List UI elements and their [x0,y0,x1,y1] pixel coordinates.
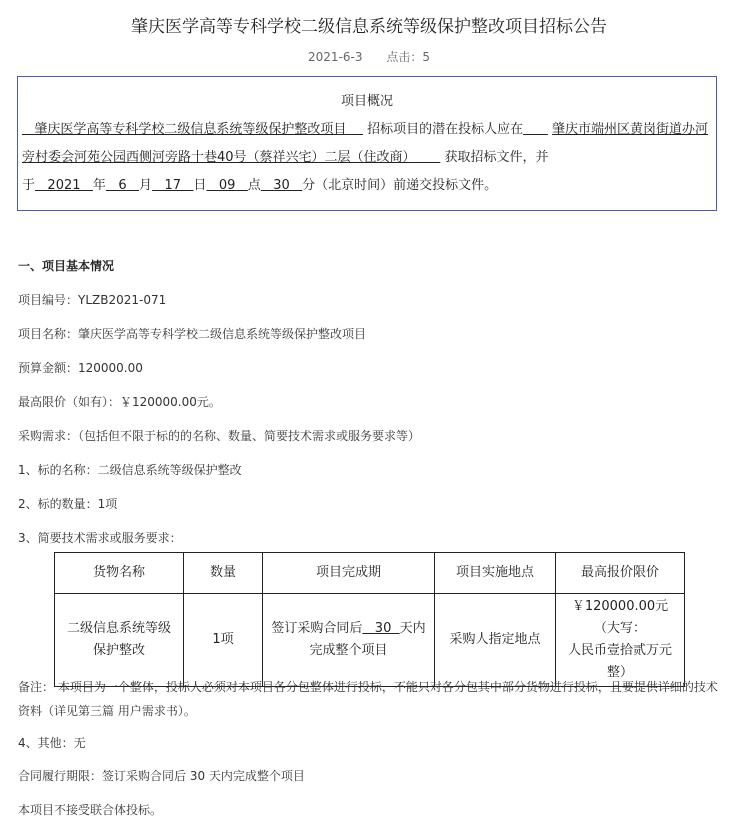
overview-blank-k [235,178,247,193]
project-number: 项目编号：YLZB2021-071 [18,293,167,307]
overview-blank-m [290,178,302,193]
overview-blank-b [523,122,548,137]
price-line1: ￥120000.00元（大写： [571,599,669,636]
remark-line1: 备注： 本项目为一个整体，投标人必须对本项目各分包整体进行投标，不能只对各分包其中部分货物进行投标，且要提供详细的技术 [18,680,718,694]
overview-heading: 项目概况 [340,94,393,109]
overview-text-2: 获取招标文件，并于 [22,150,549,193]
overview-blank-e [81,178,93,193]
requirements-table [54,552,685,687]
price-line2: 人民币壹拾贰万元整） [567,643,672,680]
project-overview-box [17,76,717,211]
overview-blank-g [127,178,139,193]
overview-blank-j [206,178,218,193]
deadline-year: 2021 [47,178,81,193]
table-header-cell: 货物名称 [55,553,184,594]
period-days-value: 30 [374,621,392,636]
overview-blank-lead [22,122,34,137]
table-header-row [55,553,685,594]
overview-text-3: 分（北京时间）前递交投标文件。 [302,178,498,193]
overview-blank-d [35,178,47,193]
overview-address: 肇庆市端州区黄岗街道办河旁村委会河苑公园西侧河旁路十巷40号（蔡祥兴宅）二层（住改商） [22,122,709,165]
deadline-month-unit: 月 [139,178,153,193]
deadline-day: 17 [164,178,181,193]
cell-goods-name [55,594,184,687]
overview-blank-l [261,178,273,193]
procurement-needs: 采购需求：（包括但不限于标的的名称、数量、简要技术需求或服务要求等） [18,429,421,443]
item-name: 1、标的名称：二级信息系统等级保护整改 [18,463,242,477]
deadline-month: 6 [118,178,127,193]
section-heading: 一、项目基本情况 [18,259,115,273]
other-info: 4、其他：无 [18,736,86,750]
deadline-day-unit: 日 [193,178,207,193]
period-line2: 完成整个项目 [309,643,388,658]
overview-text [18,109,716,200]
overview-project-name: 肇庆医学高等专科学校二级信息系统等级保护整改项目 [34,122,347,137]
click-count: 点击：5 [386,50,430,64]
overview-blank-f [106,178,118,193]
item-quantity: 2、标的数量：1项 [18,497,118,511]
table-header-cell: 最高报价限价 [556,553,685,594]
deadline-minute: 30 [273,178,290,193]
overview-blank-h [152,178,164,193]
remark-note [18,675,730,723]
overview-text-1: 招标项目的潜在投标人应在 [367,122,524,137]
article-meta [0,48,738,65]
table-header-cell: 项目实施地点 [435,553,556,594]
consortium-note: 本项目不接受联合体投标。 [18,803,163,817]
table-header-cell: 数量 [184,553,263,594]
publish-date: 2021-6-3 [308,50,363,64]
deadline-year-unit: 年 [92,178,106,193]
period-text-b: 天内 [399,621,426,636]
contract-period: 合同履行期限：签订采购合同后 30 天内完成整个项目 [18,769,305,783]
goods-name-line2: 保护整改 [92,643,145,658]
budget-amount: 预算金额：120000.00 [18,361,143,375]
period-days [362,621,399,636]
max-price: 最高限价（如有）：￥120000.00元。 [18,395,221,409]
page-title: 肇庆医学高等专科学校二级信息系统等级保护整改项目招标公告 [131,17,607,37]
overview-blank-i [181,178,193,193]
overview-blank-c [416,150,441,165]
table-row [55,594,685,687]
overview-blank-a [346,122,363,137]
deadline-hour-unit: 点 [247,178,261,193]
deadline-hour: 09 [218,178,236,193]
item-requirements: 3、简要技术需求或服务要求： [18,531,182,545]
table-header-cell: 项目完成期 [263,553,435,594]
period-text-a: 签订采购合同后 [271,621,363,636]
project-name: 项目名称：肇庆医学高等专科学校二级信息系统等级保护整改项目 [18,327,367,341]
cell-quantity: 1项 [184,594,263,687]
cell-price [556,594,685,687]
cell-location: 采购人指定地点 [435,594,556,687]
remark-line2: 资料（详见第三篇 用户需求书）。 [18,704,196,718]
cell-period [263,594,435,687]
goods-name-line1: 二级信息系统等级 [66,621,171,636]
